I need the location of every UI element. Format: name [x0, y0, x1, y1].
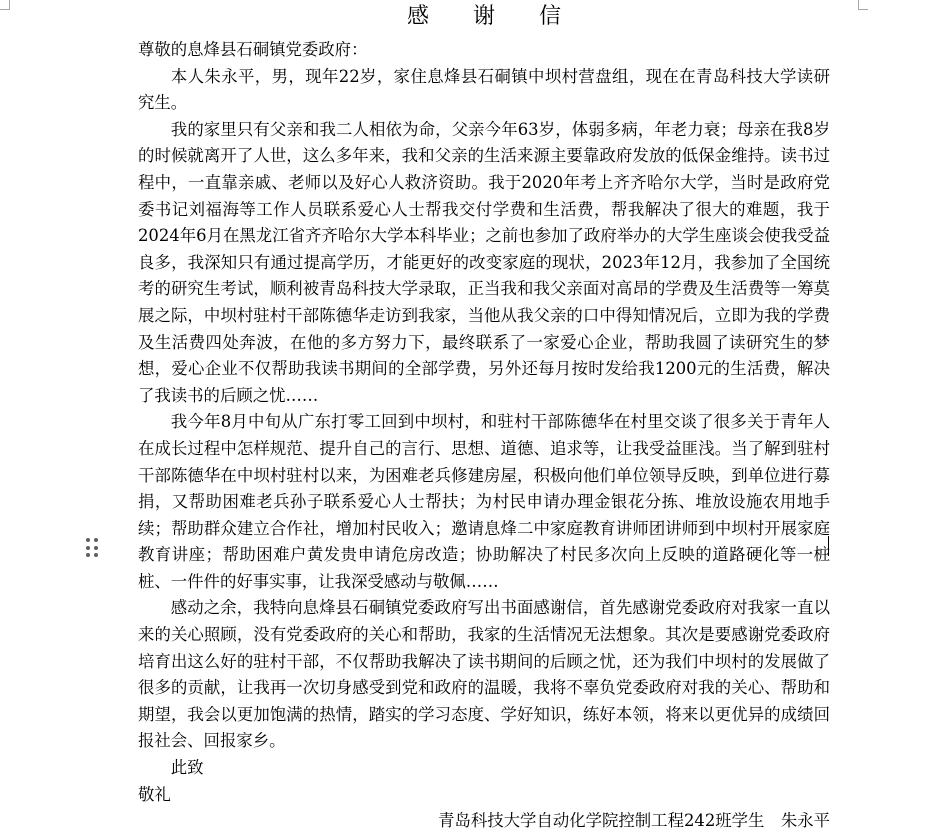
letter-closing-1: 此致 [170, 758, 204, 778]
letter-paragraph-4: 感动之余，我特向息烽县石硐镇党委政府写出书面感谢信，首先感谢党委政府对我家一直以来的关心照顾，没有党委政府的关心和帮助，我家的生活情况无法想象。其次是要感谢党委政府培育出这么好的驻村干部，不仅帮助我解决了读书期间的后顾之忧，还为我们中坝村的发展做了很多的贡献，让我再一次切身感受到党和政府的温暖，我将不辜负党委政府对我的关心、帮助和期望，我会以更加饱满的热情，踏实的学习态度、学好知识，练好本领，将来以更优异的成绩回报社会、回报家乡。 [138, 598, 830, 751]
letter-paragraph-2: 我的家里只有父亲和我二人相依为命，父亲今年63岁，体弱多病，年老力衰；母亲在我8岁的时候就离开了人世，这么多年来，我和父亲的生活来源主要靠政府发放的低保金维持。读书过程中，一直靠亲戚、老师以及好心人救济资助。我于2020年考上齐齐哈尔大学，当时是政府党委书记刘福海等工作人员联系爱心人士帮我交付学费和生活费，帮我解决了很大的难题，我于2024年6月在黑龙江省齐齐哈尔大学本科毕业；之前也参加了政府举办的大学生座谈会使我受益良多，我深知只有通过提高学历，才能更好的改变家庭的现状，2023年12月，我参加了全国统考的研究生考试，顺利被青岛科技大学录取，正当我和我父亲面对高昂的学费及生活费等一筹莫展之际，中坝村驻村干部陈德华走访到我家，当他从我父亲的口中得知情况后，立即为我的学费及生活费四处奔波，在他的多方努力下，最终联系了一家爱心企业，帮助我圆了读研究生的梦想，爱心企业不仅帮助我读书期间的全部学费，另外还每月按时发给我1200元的生活费，解决了我读书的后顾之忧…… [138, 119, 830, 405]
crop-mark-top-right [858, 0, 868, 10]
letter-closing-2: 敬礼 [138, 784, 171, 804]
letter-paragraph-3: 我今年8月中旬从广东打零工回到中坝村，和驻村干部陈德华在村里交谈了很多关于青年人在成长过程中怎样规范、提升自己的言行、思想、道德、追求等，让我受益匪浅。当了解到驻村干部陈德华在中坝村驻村以来，为困难老兵修建房屋，积极向他们单位领导反映，到单位进行募捐，又帮助困难老兵孙子联系爱心人士帮扶；为村民申请办理金银花分拣、堆放设施农用地手续；帮助群众建立合作社，增加村民收入；邀请息烽二中家庭教育讲师团讲师到中坝村开展家庭教育讲座；帮助困难户黄发贵申请危房改造；协助解决了村民多次向上反映的道路硬化等一桩桩、一件件的好事实事，让我深受感动与敬佩…… [138, 412, 830, 591]
letter-paragraph-1: 本人朱永平，男，现年22岁，家住息烽县石硐镇中坝村营盘组，现在在青岛科技大学读研究生。 [138, 66, 830, 113]
crop-mark-top-left [0, 0, 10, 10]
drag-handle-icon[interactable] [86, 538, 98, 558]
letter-signature: 青岛科技大学自动化学院控制工程242班学生 朱永平 [438, 811, 830, 831]
letter-salutation: 尊敬的息烽县石硐镇党委政府： [138, 40, 368, 59]
letter-title: 感谢信 [406, 4, 605, 29]
document-page[interactable] [138, 0, 830, 835]
